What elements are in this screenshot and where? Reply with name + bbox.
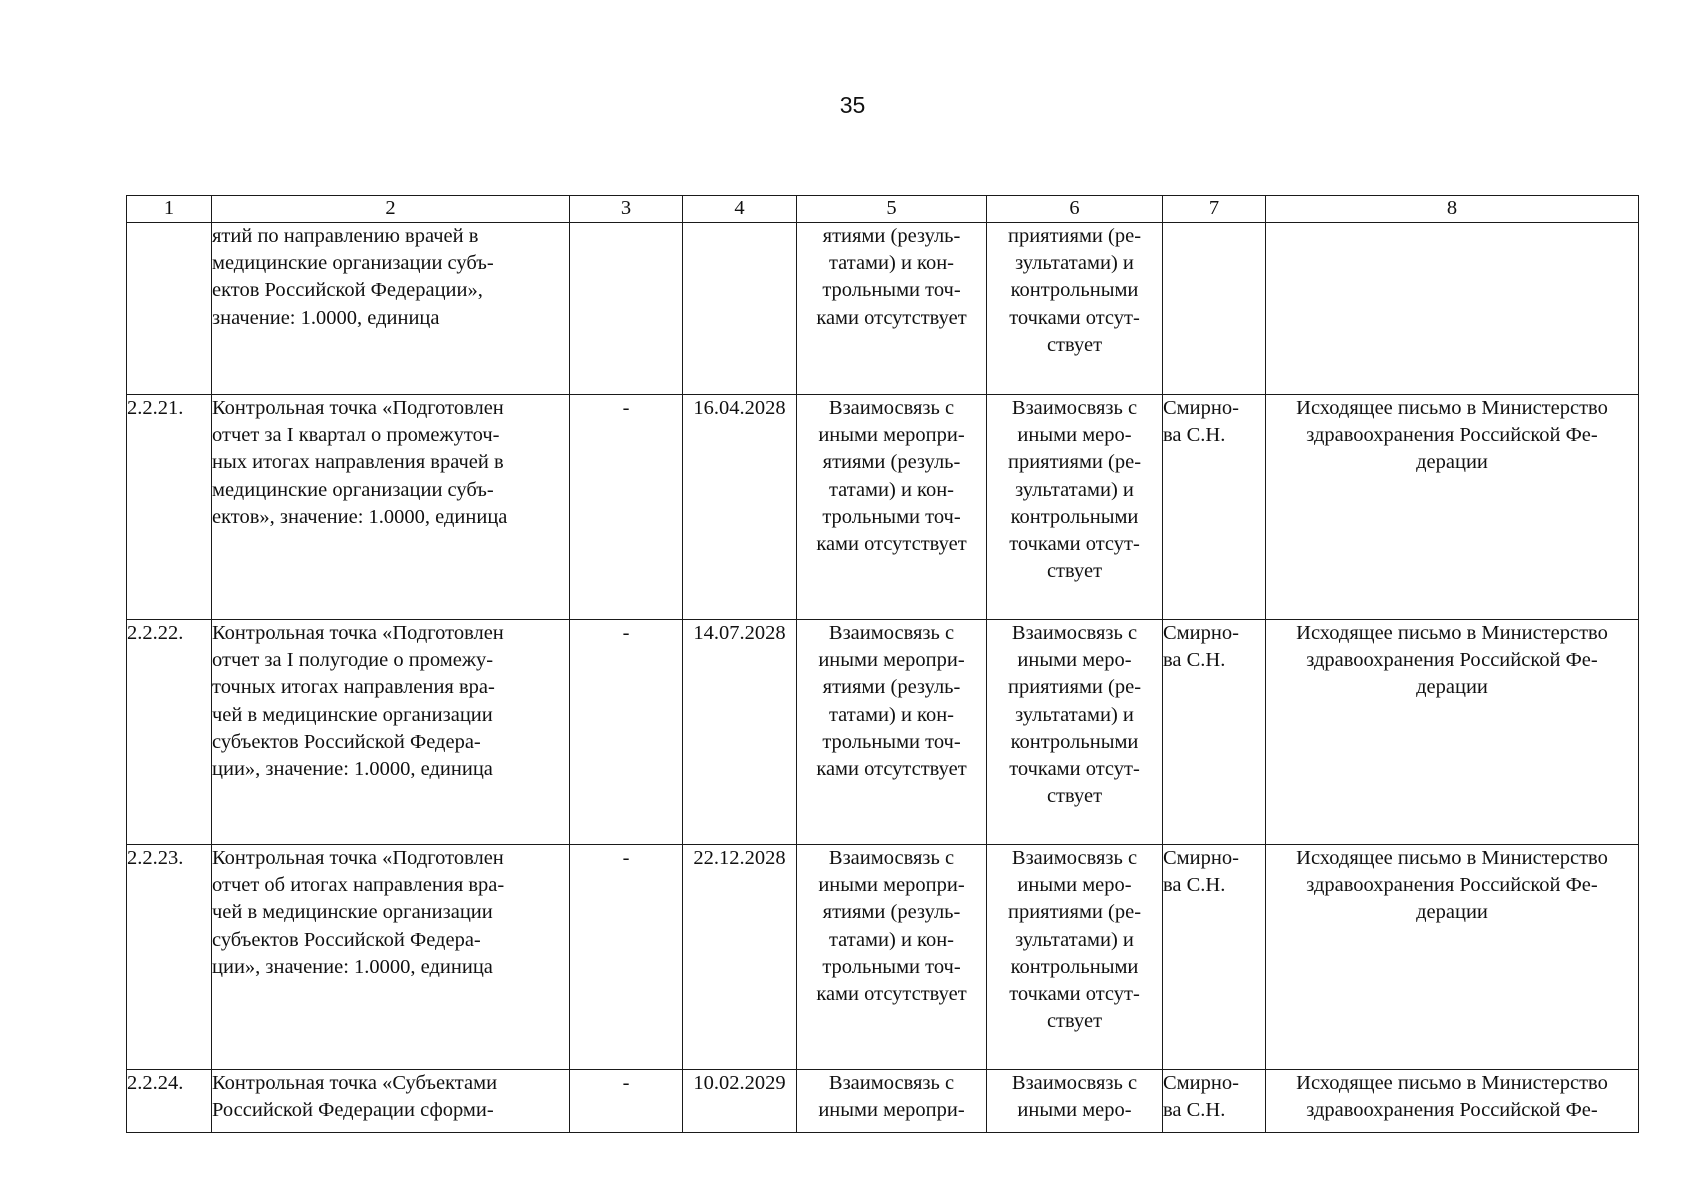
relation-activities-line: Взаимосвязь с [828, 1072, 955, 1094]
item-description [212, 223, 570, 395]
plan-table [126, 195, 1639, 1133]
relation-activities [797, 1070, 987, 1133]
item-description-line: медицинские организации субъ- [212, 252, 494, 275]
item-description-line: чей в медицинские организации [212, 901, 493, 924]
item-description-line: чей в медицинские организации [212, 703, 493, 726]
relation-checkpoints-line: зультатами) и [1015, 703, 1134, 726]
table-row [127, 395, 1639, 620]
result-document-line: здравоохранения Российской Фе- [1306, 649, 1598, 672]
relation-checkpoints-line: точками отсут- [1009, 533, 1140, 556]
due-date [683, 223, 797, 395]
relation-activities-line: ками отсутствует [816, 758, 967, 781]
result-document-line: дерации [1416, 901, 1488, 924]
relation-checkpoints [987, 395, 1163, 620]
relation-activities-line: Взаимосвязь с [828, 847, 955, 869]
table-row [127, 845, 1639, 1070]
column-header-8: 8 [1266, 196, 1639, 223]
item-number: 2.2.24. [127, 1070, 212, 1133]
item-description-line: отчет об итогах направления вра- [212, 874, 505, 897]
column-number-row [127, 196, 1639, 223]
relation-activities [797, 223, 987, 395]
relation-checkpoints-line: точками отсут- [1009, 306, 1140, 329]
item-description-line: ятий по направлению врачей в [212, 225, 479, 247]
item-number: 2.2.22. [127, 620, 212, 845]
item-number: 2.2.23. [127, 845, 212, 1070]
relation-checkpoints-line: точками отсут- [1009, 983, 1140, 1006]
result-document [1266, 845, 1639, 1070]
item-description [212, 1070, 570, 1133]
relation-checkpoints-line: контрольными [1010, 730, 1139, 753]
item-description-line: медицинские организации субъ- [212, 478, 494, 501]
result-document [1266, 1070, 1639, 1133]
column-header-3: 3 [570, 196, 683, 223]
relation-checkpoints-line: иными меро- [1017, 424, 1132, 447]
col3-value: - [570, 620, 683, 845]
col3-value [570, 223, 683, 395]
relation-checkpoints-line: приятиями (ре- [1007, 451, 1142, 474]
relation-checkpoints-line: контрольными [1010, 279, 1139, 302]
item-number: 2.2.21. [127, 395, 212, 620]
relation-activities [797, 620, 987, 845]
responsible-person [1163, 620, 1266, 845]
relation-activities-line: иными меропри- [818, 649, 965, 672]
responsible-person-line: Смирно- [1163, 1072, 1239, 1094]
item-description-line: Контрольная точка «Подготовлен [212, 847, 504, 869]
result-document-line: здравоохранения Российской Фе- [1306, 1099, 1598, 1122]
relation-checkpoints-line: точками отсут- [1009, 758, 1140, 781]
item-description-line: отчет за I полугодие о промежу- [212, 649, 494, 672]
result-document-line: здравоохранения Российской Фе- [1306, 874, 1598, 897]
relation-checkpoints-line: ствует [1046, 560, 1103, 583]
item-description-line: ектов», значение: 1.0000, единица [212, 505, 508, 528]
relation-checkpoints-line: зультатами) и [1015, 928, 1134, 951]
result-document-line: здравоохранения Российской Фе- [1306, 424, 1598, 447]
result-document [1266, 223, 1639, 395]
item-description-line: точных итогах направления вра- [212, 676, 495, 699]
item-description-line: ных итогах направления врачей в [212, 451, 504, 474]
relation-checkpoints-line: ствует [1046, 1010, 1103, 1033]
relation-activities-line: иными меропри- [818, 874, 965, 897]
item-description-line: Контрольная точка «Субъектами [212, 1072, 498, 1094]
relation-activities [797, 395, 987, 620]
responsible-person-line: ва С.Н. [1163, 649, 1226, 672]
relation-checkpoints-line: ствует [1046, 333, 1103, 356]
col3-value: - [570, 845, 683, 1070]
due-date: 22.12.2028 [683, 845, 797, 1070]
responsible-person-line: ва С.Н. [1163, 1099, 1226, 1122]
responsible-person-line: ва С.Н. [1163, 874, 1226, 897]
relation-checkpoints [987, 845, 1163, 1070]
column-header-6: 6 [987, 196, 1163, 223]
item-description-line: субъектов Российской Федера- [212, 928, 481, 951]
result-document-line: Исходящее письмо в Министерство [1296, 622, 1608, 644]
relation-checkpoints-line: зультатами) и [1015, 478, 1134, 501]
relation-activities-line: татами) и кон- [828, 703, 955, 726]
relation-checkpoints-line: контрольными [1010, 955, 1139, 978]
item-description [212, 395, 570, 620]
responsible-person [1163, 223, 1266, 395]
item-description [212, 620, 570, 845]
result-document-line: Исходящее письмо в Министерство [1296, 847, 1608, 869]
relation-activities-line: ятиями (резуль- [822, 676, 961, 699]
relation-checkpoints [987, 1070, 1163, 1133]
item-description-line: Контрольная точка «Подготовлен [212, 622, 504, 644]
due-date: 16.04.2028 [683, 395, 797, 620]
item-description-line: Российской Федерации сформи- [212, 1099, 494, 1122]
responsible-person-line: Смирно- [1163, 397, 1239, 419]
relation-activities-line: ятиями (резуль- [822, 451, 961, 474]
responsible-person-line: ва С.Н. [1163, 424, 1226, 447]
relation-checkpoints-line: Взаимосвязь с [1011, 397, 1138, 419]
relation-activities-line: трольными точ- [822, 279, 961, 302]
relation-checkpoints-line: иными меро- [1017, 649, 1132, 672]
relation-activities-line: Взаимосвязь с [828, 397, 955, 419]
responsible-person-line: Смирно- [1163, 622, 1239, 644]
relation-activities-line: иными меропри- [818, 424, 965, 447]
column-header-4: 4 [683, 196, 797, 223]
result-document-line: дерации [1416, 676, 1488, 699]
relation-checkpoints-line: ствует [1046, 785, 1103, 808]
result-document [1266, 620, 1639, 845]
table-row [127, 223, 1639, 395]
relation-activities-line: Взаимосвязь с [828, 622, 955, 644]
item-description-line: ектов Российской Федерации», [212, 279, 483, 302]
item-description-line: ции», значение: 1.0000, единица [212, 955, 493, 978]
due-date: 10.02.2029 [683, 1070, 797, 1133]
column-header-5: 5 [797, 196, 987, 223]
relation-checkpoints [987, 223, 1163, 395]
relation-checkpoints-line: контрольными [1010, 505, 1139, 528]
relation-activities-line: татами) и кон- [828, 252, 955, 275]
responsible-person [1163, 395, 1266, 620]
relation-activities [797, 845, 987, 1070]
item-description-line: субъектов Российской Федера- [212, 730, 481, 753]
col3-value: - [570, 395, 683, 620]
table-row [127, 1070, 1639, 1133]
result-document-line: Исходящее письмо в Министерство [1296, 397, 1608, 419]
relation-checkpoints-line: Взаимосвязь с [1011, 1072, 1138, 1094]
relation-checkpoints-line: иными меро- [1017, 1099, 1132, 1122]
relation-activities-line: ятиями (резуль- [822, 901, 961, 924]
relation-activities-line: ками отсутствует [816, 533, 967, 556]
relation-checkpoints-line: Взаимосвязь с [1011, 622, 1138, 644]
responsible-person-line: Смирно- [1163, 847, 1239, 869]
item-description-line: ции», значение: 1.0000, единица [212, 758, 493, 781]
relation-checkpoints-line: иными меро- [1017, 874, 1132, 897]
table-row [127, 620, 1639, 845]
column-header-1: 1 [127, 196, 212, 223]
relation-activities-line: трольными точ- [822, 730, 961, 753]
page-number: 35 [839, 92, 866, 118]
relation-checkpoints-line: приятиями (ре- [1007, 901, 1142, 924]
relation-activities-line: трольными точ- [822, 505, 961, 528]
due-date: 14.07.2028 [683, 620, 797, 845]
item-description-line: значение: 1.0000, единица [212, 306, 440, 329]
relation-activities-line: ками отсутствует [816, 306, 967, 329]
item-description-line: отчет за I квартал о промежуточ- [212, 424, 500, 447]
item-description [212, 845, 570, 1070]
relation-checkpoints-line: Взаимосвязь с [1011, 847, 1138, 869]
item-description-line: Контрольная точка «Подготовлен [212, 397, 504, 419]
relation-activities-line: татами) и кон- [828, 928, 955, 951]
responsible-person [1163, 845, 1266, 1070]
result-document-line: дерации [1416, 451, 1488, 474]
relation-checkpoints-line: приятиями (ре- [1007, 225, 1142, 247]
relation-checkpoints-line: зультатами) и [1015, 252, 1134, 275]
column-header-7: 7 [1163, 196, 1266, 223]
relation-activities-line: ятиями (резуль- [822, 225, 961, 247]
relation-activities-line: трольными точ- [822, 955, 961, 978]
relation-checkpoints-line: приятиями (ре- [1007, 676, 1142, 699]
result-document [1266, 395, 1639, 620]
item-number [127, 223, 212, 395]
responsible-person [1163, 1070, 1266, 1133]
column-header-2: 2 [212, 196, 570, 223]
relation-checkpoints [987, 620, 1163, 845]
relation-activities-line: татами) и кон- [828, 478, 955, 501]
col3-value: - [570, 1070, 683, 1133]
result-document-line: Исходящее письмо в Министерство [1296, 1072, 1608, 1094]
relation-activities-line: иными меропри- [818, 1099, 965, 1122]
relation-activities-line: ками отсутствует [816, 983, 967, 1006]
